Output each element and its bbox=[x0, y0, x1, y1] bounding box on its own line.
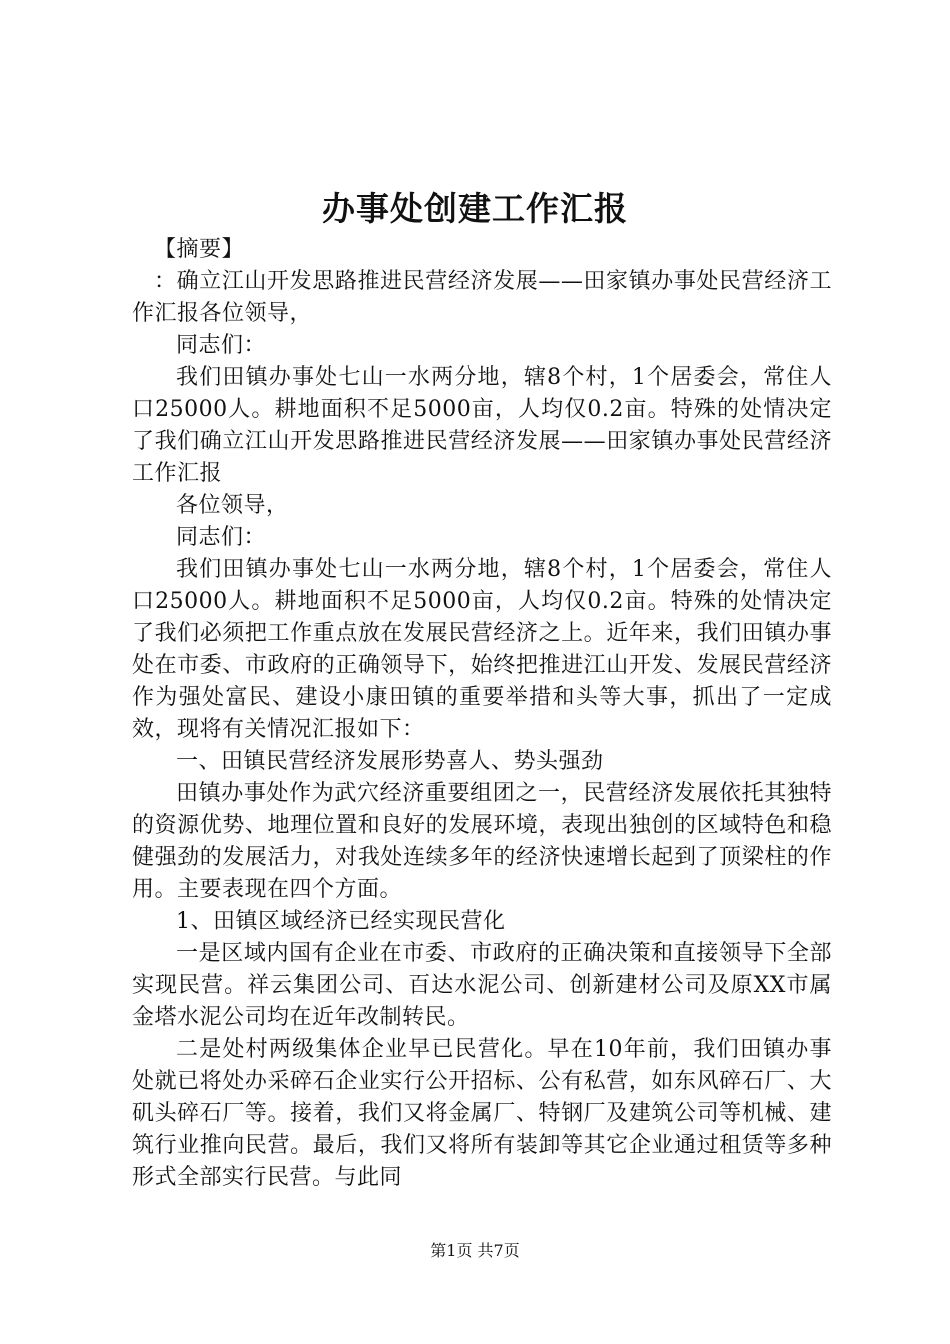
paragraph-greeting: 各位领导， bbox=[176, 493, 289, 518]
subsection-heading: 1、田镇区域经济已经实现民营化 bbox=[176, 909, 506, 934]
abstract-label: 【摘要】 bbox=[154, 237, 245, 262]
section-heading: 一、田镇民营经济发展形势喜人、势头强劲 bbox=[176, 749, 604, 774]
page-footer: 第1页 共7页 bbox=[430, 1241, 520, 1260]
document-body bbox=[132, 234, 832, 1194]
paragraph: 一是区域内国有企业在市委、市政府的正确决策和直接领导下全部实现民营。祥云集团公司、百达水泥公司、创新建材公司及原XX市属金塔水泥公司均在近年改制转民。 bbox=[132, 941, 832, 1030]
paragraph-greeting: 同志们： bbox=[176, 525, 267, 550]
paragraph: 田镇办事处作为武穴经济重要组团之一，民营经济发展依托其独特的资源优势、地理位置和良好的发展环境，表现出独创的区域特色和稳健强劲的发展活力，对我处连续多年的经济快速增长起到了顶梁柱的作用。主要表现在四个方面。 bbox=[132, 781, 832, 902]
paragraph: 我们田镇办事处七山一水两分地，辖8个村，1个居委会，常住人口25000人。耕地面积不足5000亩，人均仅0.2亩。特殊的处情决定了我们必须把工作重点放在发展民营经济之上。近年来，我们田镇办事处在市委、市政府的正确领导下，始终把推进江山开发、发展民营经济作为强处富民、建设小康田镇的重要举措和头等大事，抓出了一定成效，现将有关情况汇报如下： bbox=[132, 557, 832, 742]
paragraph-abstract: ：确立江山开发思路推进民营经济发展——田家镇办事处民营经济工作汇报各位领导， bbox=[132, 269, 832, 326]
paragraph: 二是处村两级集体企业早已民营化。早在10年前，我们田镇办事处就已将处办采碎石企业实行公开招标、公有私营，如东风碎石厂、大矶头碎石厂等。接着，我们又将金属厂、特钢厂及建筑公司等机械、建筑行业推向民营。最后，我们又将所有装卸等其它企业通过租赁等多种形式全部实行民营。与此同 bbox=[132, 1037, 832, 1190]
paragraph: 我们田镇办事处七山一水两分地，辖8个村，1个居委会，常住人口25000人。耕地面积不足5000亩，人均仅0.2亩。特殊的处情决定了我们确立江山开发思路推进民营经济发展——田家镇办事处民营经济工作汇报 bbox=[132, 365, 832, 486]
paragraph-greeting: 同志们： bbox=[176, 333, 267, 358]
document-title: 办事处创建工作汇报 bbox=[322, 189, 628, 228]
